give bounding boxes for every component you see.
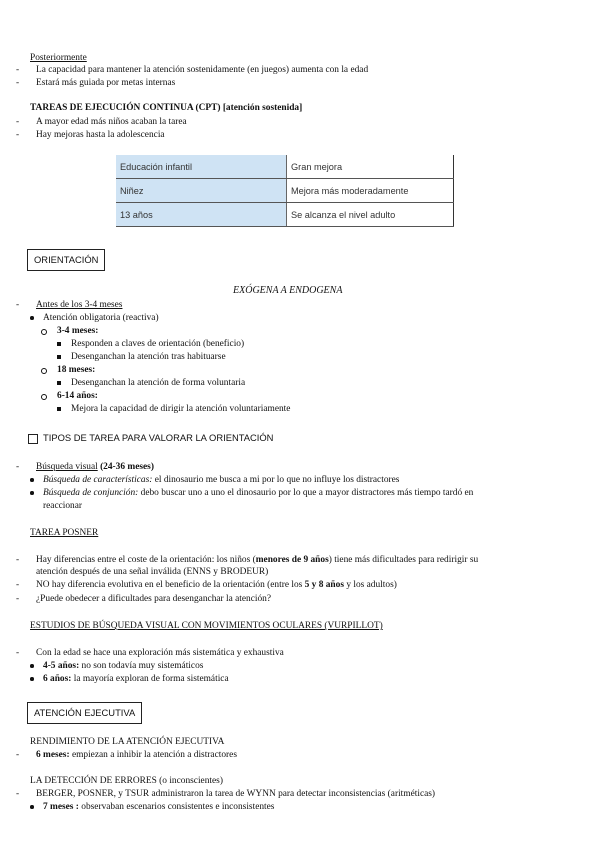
list-item-continuation: atención después de una señal inválida (ENNS y BRODEUR)	[36, 567, 269, 577]
list-item: 3-4 meses:	[57, 326, 99, 336]
list-item: ¿Puede obedecer a dificultades para desenganchar la atención?	[36, 594, 272, 604]
list-item	[43, 487, 473, 499]
text: no son todavía muy sistemáticos	[79, 661, 204, 671]
bullet-dot	[30, 316, 34, 320]
text-bold: 4-5 años:	[43, 661, 80, 671]
text-bold: 6 meses:	[36, 750, 70, 760]
text: ) tiene más dificultades para redirigir su	[328, 555, 479, 565]
list-item: Desenganchan la atención tras habituarse	[71, 352, 226, 362]
section-heading: TAREAS DE EJECUCIÓN CONTINUA (CPT) [atención sostenida]	[30, 103, 303, 113]
text: y los adultos)	[343, 580, 397, 590]
list-item: Atención obligatoria (reactiva)	[43, 313, 159, 323]
text: empiezan a inhibir la atención a distractores	[69, 750, 237, 760]
bullet-circle	[41, 368, 47, 374]
list-item: Estará más guiada por metas internas	[36, 78, 176, 88]
text: observaban escenarios consistentes e inconsistentes	[78, 802, 275, 812]
dash-bullet: -	[16, 648, 20, 658]
bullet-square	[57, 342, 61, 346]
list-item	[36, 579, 397, 591]
list-item	[36, 461, 154, 473]
section-heading: TAREA POSNER	[30, 528, 99, 538]
list-item: Mejora la capacidad de dirigir la atención voluntariamente	[71, 404, 291, 414]
checkbox-icon	[28, 434, 38, 444]
list-item: A mayor edad más niños acaban la tarea	[36, 117, 187, 127]
bullet-dot	[30, 805, 34, 809]
list-item: Responden a claves de orientación (beneficio)	[71, 339, 245, 349]
list-item: 18 meses:	[57, 365, 96, 375]
dash-bullet: -	[16, 117, 20, 127]
section-heading: Posteriormente	[30, 53, 87, 63]
table-cell: Se alcanza el nivel adulto	[287, 203, 454, 227]
dash-bullet: -	[16, 580, 20, 590]
list-item	[43, 660, 203, 672]
list-item: La capacidad para mantener la atención sostenidamente (en juegos) aumenta con la edad	[36, 65, 369, 75]
list-item	[43, 673, 229, 685]
section-heading: LA DETECCIÓN DE ERRORES (o inconscientes)	[30, 776, 223, 786]
text: la mayoría exploran de forma sistemática	[71, 674, 229, 684]
bullet-circle	[41, 329, 47, 335]
list-item	[43, 801, 274, 813]
list-item: Desenganchan la atención de forma voluntaria	[71, 378, 246, 388]
list-item: Hay mejoras hasta la adolescencia	[36, 130, 165, 140]
text: Hay diferencias entre el coste de la orientación: los niños (	[36, 555, 256, 565]
list-item: Con la edad se hace una exploración más sistemática y exhaustiva	[36, 648, 284, 658]
section-box-ejecutiva: ATENCIÓN EJECUTIVA	[27, 702, 142, 724]
table-cell: Educación infantil	[116, 155, 287, 179]
table-row	[116, 203, 454, 227]
dash-bullet: -	[16, 462, 20, 472]
term-label: Búsqueda de características:	[43, 475, 153, 485]
list-item	[43, 474, 399, 486]
list-item-continuation: reaccionar	[43, 501, 83, 511]
list-item: Antes de los 3-4 meses	[36, 300, 123, 310]
dash-bullet: -	[16, 789, 20, 799]
dash-bullet: -	[16, 750, 20, 760]
list-item: 6-14 años:	[57, 391, 98, 401]
bullet-dot	[30, 677, 34, 681]
dash-bullet: -	[16, 130, 20, 140]
bullet-square	[57, 355, 61, 359]
bullet-square	[57, 407, 61, 411]
list-item	[36, 554, 478, 566]
center-title: EXÓGENA A ENDOGENA	[233, 285, 343, 296]
bullet-square	[57, 381, 61, 385]
dash-bullet: -	[16, 65, 20, 75]
table-cell: Gran mejora	[287, 155, 454, 179]
table-row	[116, 179, 454, 203]
section-heading: ESTUDIOS DE BÚSQUEDA VISUAL CON MOVIMIENTOS OCULARES (VURPILLOT)	[30, 621, 383, 631]
bullet-dot	[30, 491, 34, 495]
text: NO hay diferencia evolutiva en el beneficio de la orientación (entre los	[36, 580, 305, 590]
table-cell: Niñez	[116, 179, 287, 203]
text-bold: 6 años:	[43, 674, 72, 684]
section-box-orientacion: ORIENTACIÓN	[27, 249, 105, 271]
section-heading: RENDIMIENTO DE LA ATENCIÓN EJECUTIVA	[30, 737, 225, 747]
dash-bullet: -	[16, 555, 20, 565]
bullet-circle	[41, 394, 47, 400]
dash-bullet: -	[16, 78, 20, 88]
dash-bullet: -	[16, 594, 20, 604]
busqueda-label: Búsqueda visual	[36, 462, 98, 472]
bullet-dot	[30, 478, 34, 482]
bullet-dot	[30, 664, 34, 668]
list-item	[36, 749, 237, 761]
list-item: BERGER, POSNER, y TSUR administraron la tarea de WYNN para detectar inconsistencias (aritméticas)	[36, 789, 436, 799]
dash-bullet: -	[16, 300, 20, 310]
term-text: debo buscar uno a uno el dinosaurio por lo que a mayor distractores más tiempo tardó en	[138, 488, 474, 498]
text-bold: menores de 9 años	[255, 555, 329, 565]
term-text: el dinosaurio me busca a mi por lo que no influye los distractores	[152, 475, 400, 485]
table-row	[116, 155, 454, 179]
comparison-table	[116, 155, 454, 227]
table-cell: 13 años	[116, 203, 287, 227]
busqueda-range: (24-36 meses)	[100, 462, 154, 472]
text-bold: 5 y 8 años	[304, 580, 344, 590]
text-bold: 7 meses :	[43, 802, 79, 812]
list-item: TIPOS DE TAREA PARA VALORAR LA ORIENTACIÓN	[43, 432, 274, 443]
table-cell: Mejora más moderadamente	[287, 179, 454, 203]
term-label: Búsqueda de conjunción:	[43, 488, 139, 498]
